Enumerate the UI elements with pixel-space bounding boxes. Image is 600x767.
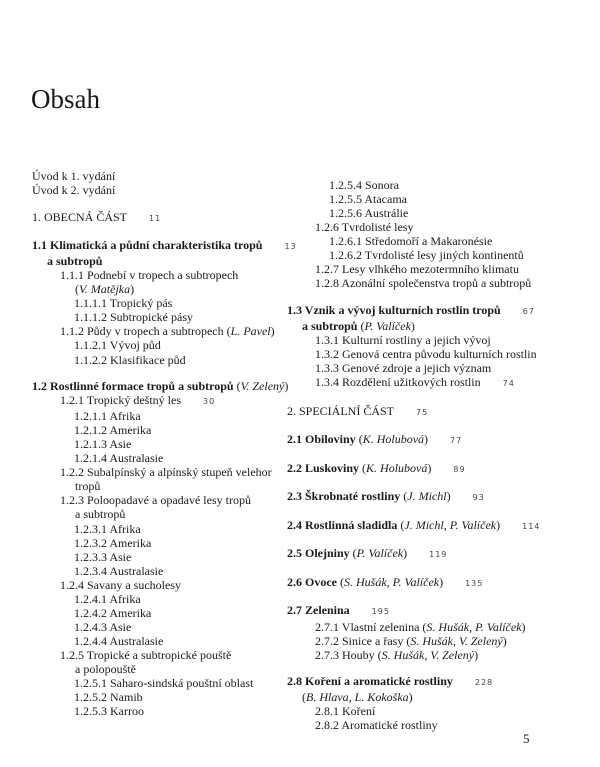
toc-entry-text: 1.2 Rostlinné formace tropů a subtropů <box>32 379 234 394</box>
toc-entry <box>32 676 302 690</box>
toc-entry-text: ) <box>408 690 413 705</box>
toc-entry-text: 1.2.2 Subalpínský a alpínský stupeň velehor <box>60 465 272 480</box>
toc-entry-text: ) <box>270 324 275 339</box>
toc-entry-text: 1.1 Klimatická a půdní charakteristika tropů <box>32 238 263 253</box>
toc-entry-text: tropů <box>75 479 101 494</box>
toc-entry <box>32 465 302 479</box>
toc-entry <box>32 479 302 493</box>
toc-entry-author: L. Pavel <box>230 324 271 339</box>
handwritten-page-note: 135 <box>465 578 484 588</box>
toc-entry <box>32 238 302 254</box>
toc-entry-text: 1.2.6 Tvrdolisté lesy <box>315 220 414 235</box>
toc-entry <box>32 578 302 592</box>
toc-entry-text: 2.7 Zelenina <box>287 603 350 618</box>
toc-entry-text: 1.3.4 Rozdělení užitkových rostlin <box>315 375 481 390</box>
toc-entry-author: S. Hušák, V. Zelený <box>381 647 475 662</box>
toc-entry <box>287 262 587 276</box>
toc-entry <box>287 220 587 234</box>
toc-entry-author: V. Matějka <box>79 282 131 297</box>
handwritten-page-note: 13 <box>284 242 297 252</box>
toc-entry-text: 1.2.5.1 Saharo-sindská pouštní oblast <box>74 676 254 691</box>
toc-entry <box>32 310 302 324</box>
toc-entry-text: 2.3 Škrobnaté rostliny <box>287 489 401 504</box>
toc-entry <box>32 690 302 704</box>
toc-entry <box>287 206 587 220</box>
toc-entry-text: 1.1.2.2 Klasifikace půd <box>74 352 186 367</box>
handwritten-page-note: 67 <box>522 306 535 316</box>
toc-entry <box>287 347 587 361</box>
toc-entry-text: ) <box>446 489 451 504</box>
toc-entry-text: ) <box>410 318 415 333</box>
toc-entry-text: 1.2.4.4 Australasie <box>74 633 164 648</box>
toc-entry-text: 2.1 Obiloviny <box>287 432 356 447</box>
toc-entry-author: B. Hlava, L. Kokoška <box>306 690 409 705</box>
toc-entry <box>32 704 302 718</box>
toc-entry-text: 1.2.1.3 Asie <box>74 437 132 452</box>
toc-entry <box>32 592 302 606</box>
toc-entry <box>32 493 302 507</box>
handwritten-page-note: 195 <box>371 607 390 617</box>
toc-entry-text: ) <box>439 574 444 589</box>
toc-entry <box>32 564 302 578</box>
toc-entry <box>287 178 587 192</box>
handwritten-page-note: 11 <box>149 213 162 223</box>
handwritten-page-note: 93 <box>472 493 485 503</box>
toc-entry-text: a subtropů <box>302 318 358 333</box>
toc-entry-text: 1.2.5 Tropické a subtropické pouště <box>60 647 232 662</box>
toc-entry-text: ) <box>427 460 432 475</box>
toc-entry <box>287 546 587 562</box>
toc-entry-text: 1.2.6.1 Středomoří a Makaronésie <box>329 234 493 249</box>
toc-entry <box>287 404 587 420</box>
toc-entry-text: 2.2 Luskoviny <box>287 460 360 475</box>
toc-entry-text: 1.2.5.4 Sonora <box>329 178 399 192</box>
handwritten-page-note: 89 <box>453 464 466 474</box>
toc-entry-author: S. Hušák, V. Zelený <box>410 633 503 648</box>
toc-entry-text: 1.2.8 Azonální společenstva tropů a subtropů <box>315 276 532 291</box>
toc-entry-text: 1.2.3 Poloopadavé a opadavé lesy tropů <box>60 493 251 508</box>
toc-entry <box>287 620 587 634</box>
toc-entry <box>32 522 302 536</box>
handwritten-page-note: 228 <box>474 678 494 688</box>
handwritten-page-note: 119 <box>429 550 448 560</box>
toc-entry-text: ) <box>424 432 429 447</box>
toc-entry-text: Úvod k 1. vydání <box>32 169 116 183</box>
handwritten-page-note: 75 <box>416 407 429 417</box>
toc-entry-text: 1. OBECNÁ ČÁST <box>32 209 128 224</box>
toc-entry <box>32 169 302 183</box>
toc-entry-text: 1.2.4.1 Afrika <box>74 591 141 606</box>
toc-entry-text: 1.2.4 Savany a sucholesy <box>60 577 181 592</box>
toc-entry <box>287 234 587 248</box>
toc-entry-text: 1.3.3 Genové zdroje a jejich význam <box>315 361 492 376</box>
toc-entry-text: 2.7.2 Sinice a řasy ( <box>315 633 411 648</box>
toc-entry <box>287 674 587 690</box>
toc-entry-text: 1.1.2 Půdy v tropech a subtropech ( <box>60 324 231 339</box>
toc-entry-author: V. Zelený <box>240 379 285 394</box>
toc-entry-text: 1.2.1 Tropický deštný les <box>60 393 182 408</box>
toc-entry-text: 2.6 Ovoce <box>287 574 337 589</box>
toc-entry-text: 1.2.5.6 Austrálie <box>329 206 409 221</box>
toc-entry-text: 1.1.1 Podnebí v tropech a subtropech <box>60 268 239 283</box>
toc-entry <box>287 375 587 391</box>
toc-entry-text: 1.2.6.2 Tvrdolisté lesy jiných kontinentů <box>329 248 524 263</box>
toc-entry <box>32 662 302 676</box>
toc-entry-text: 1.2.1.4 Australasie <box>74 451 164 466</box>
toc-entry-text: 2.7.3 Houby ( <box>315 647 382 662</box>
toc-entry <box>287 192 587 206</box>
toc-entry-text: 2.4 Rostlinná sladidla <box>287 517 398 532</box>
toc-entry <box>32 183 302 197</box>
toc-entry <box>287 319 587 333</box>
toc-entry-author: K. Holubová <box>366 460 428 475</box>
toc-entry-text: ) <box>521 619 526 634</box>
toc-entry-author: J. Michl, P. Valíček <box>404 517 497 532</box>
toc-entry <box>32 268 302 282</box>
toc-entry-text: a polopouště <box>75 662 136 676</box>
toc-entry-text: 1.2.5.2 Namib <box>74 690 143 705</box>
toc-entry-text: 1.1.1.2 Subtropické pásy <box>74 310 193 325</box>
toc-entry-text: ) <box>502 633 507 648</box>
toc-entry-text: ( <box>75 282 79 297</box>
toc-entry-author: K. Holubová <box>362 432 425 447</box>
toc-entry-text: 1.1.1.1 Tropický pás <box>74 296 173 311</box>
toc-right-column <box>287 178 587 732</box>
toc-entry-text: 2.7.1 Vlastní zelenina ( <box>315 619 427 634</box>
toc-entry <box>32 210 302 226</box>
toc-entry-author: J. Michl <box>407 489 447 504</box>
toc-entry <box>32 409 302 423</box>
toc-entry-text: ) <box>403 546 408 561</box>
toc-entry-text: 1.2.5.5 Atacama <box>329 192 407 207</box>
toc-entry <box>287 718 587 732</box>
toc-entry-text: ( <box>233 379 241 394</box>
toc-entry-author: P. Valíček <box>356 546 404 561</box>
toc-entry-author: P. Valíček <box>364 318 411 333</box>
toc-entry-text: ( <box>357 318 365 333</box>
toc-entry-text: ) <box>474 647 479 662</box>
toc-entry <box>32 254 302 268</box>
toc-entry <box>32 550 302 564</box>
toc-entry-text: 1.2.1.1 Afrika <box>74 409 141 424</box>
toc-entry <box>32 437 302 451</box>
toc-entry-text: ) <box>284 379 289 394</box>
toc-entry <box>287 648 587 662</box>
toc-entry-text: 1.2.3.3 Asie <box>74 549 132 564</box>
toc-entry-text: 1.2.1.2 Amerika <box>74 423 152 438</box>
toc-entry-text: a subtropů <box>47 254 103 269</box>
toc-entry <box>32 536 302 550</box>
handwritten-page-note: 77 <box>450 436 463 446</box>
toc-entry <box>287 248 587 262</box>
toc-entry <box>32 379 302 393</box>
toc-entry <box>32 338 302 352</box>
toc-entry <box>287 489 587 505</box>
toc-entry-text: 2.8.2 Aromatické rostliny <box>315 718 438 733</box>
toc-entry <box>32 507 302 521</box>
toc-entry-text: 2.8.1 Koření <box>315 704 376 719</box>
toc-entry <box>32 353 302 367</box>
handwritten-page-note: 30 <box>203 397 216 407</box>
toc-entry <box>287 518 587 534</box>
toc-entry <box>32 451 302 465</box>
toc-entry-text: 1.3.1 Kulturní rostliny a jejich vývoj <box>315 332 491 347</box>
toc-entry-text: ( <box>302 690 306 705</box>
toc-entry-text: 1.2.3.4 Australasie <box>74 563 164 578</box>
toc-entry-text: 1.2.5.3 Karroo <box>74 704 144 719</box>
toc-entry <box>32 324 302 338</box>
handwritten-page-note: 114 <box>522 521 541 531</box>
toc-entry-text: ( <box>349 546 357 561</box>
handwritten-page-note: 74 <box>502 379 515 389</box>
toc-entry-text: 1.2.4.2 Amerika <box>74 605 152 620</box>
toc-entry <box>287 361 587 375</box>
toc-entry-text: 2.5 Olejniny <box>287 546 350 561</box>
toc-entry <box>32 634 302 648</box>
toc-left-column <box>32 169 302 718</box>
toc-entry <box>287 432 587 448</box>
toc-entry-author: S. Hušák, P. Valíček <box>344 574 440 589</box>
toc-entry <box>287 634 587 648</box>
toc-entry <box>32 620 302 634</box>
page-number: 5 <box>523 731 530 746</box>
toc-entry <box>287 276 587 290</box>
toc-entry <box>287 603 587 619</box>
toc-entry <box>287 333 587 347</box>
toc-entry-text: ( <box>355 432 363 447</box>
toc-entry <box>287 461 587 477</box>
toc-entry-text: ( <box>337 574 344 589</box>
toc-entry-text: Úvod k 2. vydání <box>32 183 116 198</box>
toc-entry-text: ( <box>359 460 367 475</box>
toc-entry-text: a subtropů <box>75 507 126 522</box>
toc-entry-text: 1.1.2.1 Vývoj půd <box>74 338 161 353</box>
toc-entry-text: 2. SPECIÁLNÍ ČÁST <box>287 403 395 418</box>
toc-entry <box>32 423 302 437</box>
toc-entry <box>287 303 587 319</box>
toc-entry <box>287 704 587 718</box>
toc-entry-author: S. Hušák, P. Valíček <box>426 619 522 634</box>
toc-entry-text: 1.2.7 Lesy vlhkého mezotermního klimatu <box>315 262 519 277</box>
toc-entry <box>32 393 302 409</box>
toc-entry-text: 1.3.2 Genová centra původu kulturních rostlin <box>315 347 537 362</box>
toc-entry-text: 1.2.3.2 Amerika <box>74 535 152 550</box>
toc-entry-text: ( <box>397 517 405 532</box>
toc-entry-text: 1.2.4.3 Asie <box>74 619 132 634</box>
toc-entry <box>287 690 587 704</box>
toc-entry-text: 1.2.3.1 Afrika <box>74 521 141 536</box>
toc-entry <box>32 296 302 310</box>
toc-entry <box>287 575 587 591</box>
toc-entry <box>32 606 302 620</box>
page-title: Obsah <box>31 84 100 114</box>
toc-entry <box>32 282 302 296</box>
toc-entry-text: ) <box>496 517 501 532</box>
toc-entry-text: ( <box>400 489 408 504</box>
toc-entry-text: 2.8 Koření a aromatické rostliny <box>287 674 453 689</box>
toc-entry-text: ) <box>130 282 135 297</box>
toc-entry-text: 1.3 Vznik a vývoj kulturních rostlin tropů <box>287 302 501 317</box>
toc-entry <box>32 648 302 662</box>
